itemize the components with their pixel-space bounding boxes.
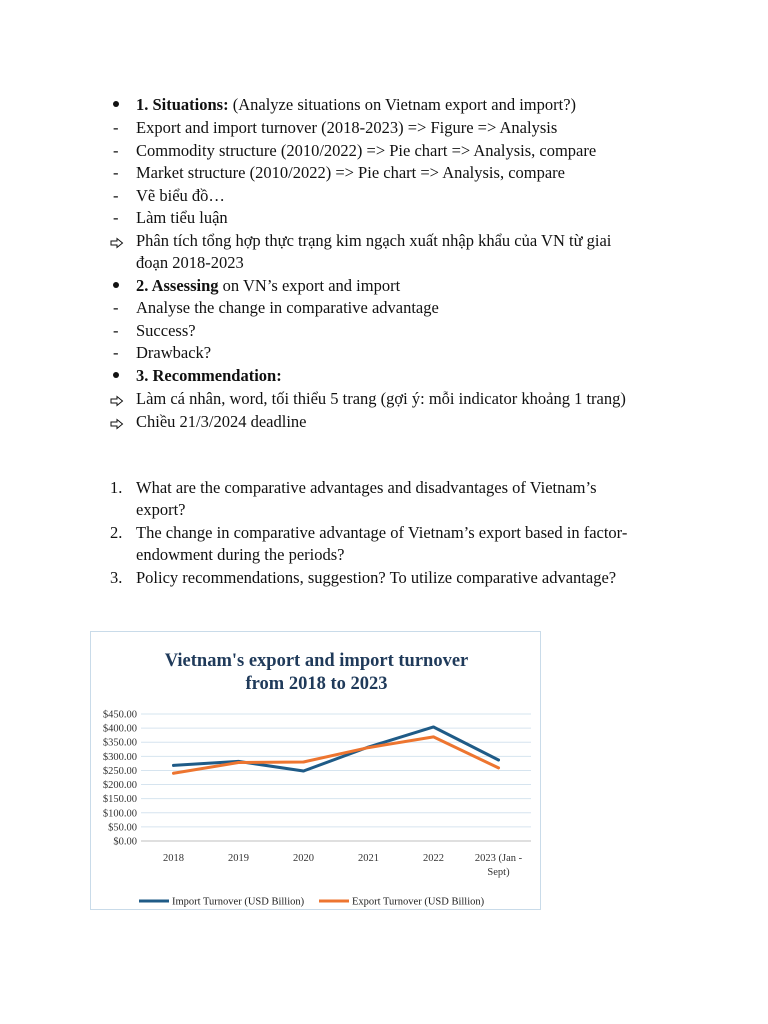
- chart-title-line-1: Vietnam's export and import turnover: [164, 651, 469, 671]
- outline-text: Analyse the change in comparative advantage: [136, 298, 439, 317]
- dash-marker: -: [113, 118, 119, 137]
- outline-text: Làm tiểu luận: [136, 208, 228, 227]
- data-point: [172, 772, 175, 775]
- x-tick-label: 2020: [293, 853, 314, 864]
- data-point: [237, 761, 240, 764]
- dash-marker: -: [113, 321, 119, 340]
- y-tick-label: $450.00: [102, 709, 137, 721]
- arrow-right-icon: [110, 412, 130, 432]
- y-tick-label: $50.00: [108, 822, 137, 834]
- dash-marker: -: [113, 343, 119, 362]
- legend-label: Import Turnover (USD Billion): [172, 896, 305, 908]
- question-number: 3.: [110, 568, 123, 587]
- outline-text: (Analyze situations on Vietnam export and import?): [228, 95, 577, 114]
- bullet-icon: [110, 366, 130, 386]
- outline-text: Market structure (2010/2022) => Pie chart => Analysis, compare: [136, 163, 565, 182]
- line-chart: [91, 632, 540, 909]
- y-tick-label: $150.00: [102, 794, 137, 806]
- outline-text: Phân tích tổng hợp thực trạng kim ngạch xuất nhập khẩu của VN từ giai: [136, 231, 612, 250]
- legend-label: Export Turnover (USD Billion): [352, 896, 485, 908]
- question-number: 2.: [110, 523, 123, 542]
- question-text: Policy recommendations, suggestion? To utilize comparative advantage?: [136, 568, 617, 587]
- bullet-icon: [110, 95, 130, 115]
- question-text: What are the comparative advantages and disadvantages of Vietnam’s: [136, 478, 597, 497]
- question-text: export?: [136, 500, 186, 519]
- chart-title-line-2: from 2018 to 2023: [245, 674, 388, 694]
- y-tick-label: $250.00: [102, 765, 137, 777]
- section-heading: 1. Situations:: [136, 95, 229, 114]
- x-tick-label: 2018: [163, 853, 184, 864]
- data-point: [302, 761, 305, 764]
- outline-text: on VN’s export and import: [218, 276, 401, 295]
- outline-text: Vẽ biểu đồ…: [136, 186, 225, 205]
- dash-marker: -: [113, 208, 119, 227]
- data-point: [367, 746, 370, 749]
- data-point: [432, 726, 435, 729]
- section-heading: 2. Assessing: [136, 276, 219, 295]
- dash-marker: -: [113, 186, 119, 205]
- dash-marker: -: [113, 298, 119, 317]
- y-tick-label: $400.00: [102, 723, 137, 735]
- outline-text: đoạn 2018-2023: [136, 253, 244, 272]
- question-number: 1.: [110, 478, 123, 497]
- y-tick-label: $200.00: [102, 780, 137, 792]
- outline-text: Drawback?: [136, 343, 212, 362]
- dash-marker: -: [113, 163, 119, 182]
- outline-text: Làm cá nhân, word, tối thiểu 5 trang (gợi ý: mỗi indicator khoảng 1 trang): [136, 389, 626, 408]
- y-tick-label: $100.00: [102, 808, 137, 820]
- data-point: [302, 770, 305, 773]
- x-tick-label: 2021: [358, 853, 379, 864]
- chart-frame: [90, 631, 541, 910]
- x-tick-label: 2023 (Jan -: [474, 853, 523, 864]
- x-tick-label: 2022: [423, 853, 444, 864]
- data-point: [497, 759, 500, 762]
- outline-text: Chiều 21/3/2024 deadline: [136, 412, 307, 431]
- bullet-icon: [110, 276, 130, 296]
- question-text: The change in comparative advantage of Vietnam’s export based in factor-: [136, 523, 628, 542]
- section-heading: 3. Recommendation:: [136, 366, 282, 385]
- y-tick-label: $0.00: [113, 836, 137, 848]
- x-tick-label: 2019: [228, 853, 249, 864]
- arrow-right-icon: [110, 231, 130, 251]
- x-tick-label: Sept): [487, 867, 510, 878]
- data-point: [497, 767, 500, 770]
- outline-text: Commodity structure (2010/2022) => Pie chart => Analysis, compare: [136, 141, 597, 160]
- data-point: [172, 764, 175, 767]
- question-text: endowment during the periods?: [136, 545, 345, 564]
- outline-text: Export and import turnover (2018-2023) => Figure => Analysis: [136, 118, 558, 137]
- outline-text: Success?: [136, 321, 196, 340]
- y-tick-label: $300.00: [102, 751, 137, 763]
- dash-marker: -: [113, 141, 119, 160]
- y-tick-label: $350.00: [102, 737, 137, 749]
- data-point: [432, 735, 435, 738]
- arrow-right-icon: [110, 389, 130, 409]
